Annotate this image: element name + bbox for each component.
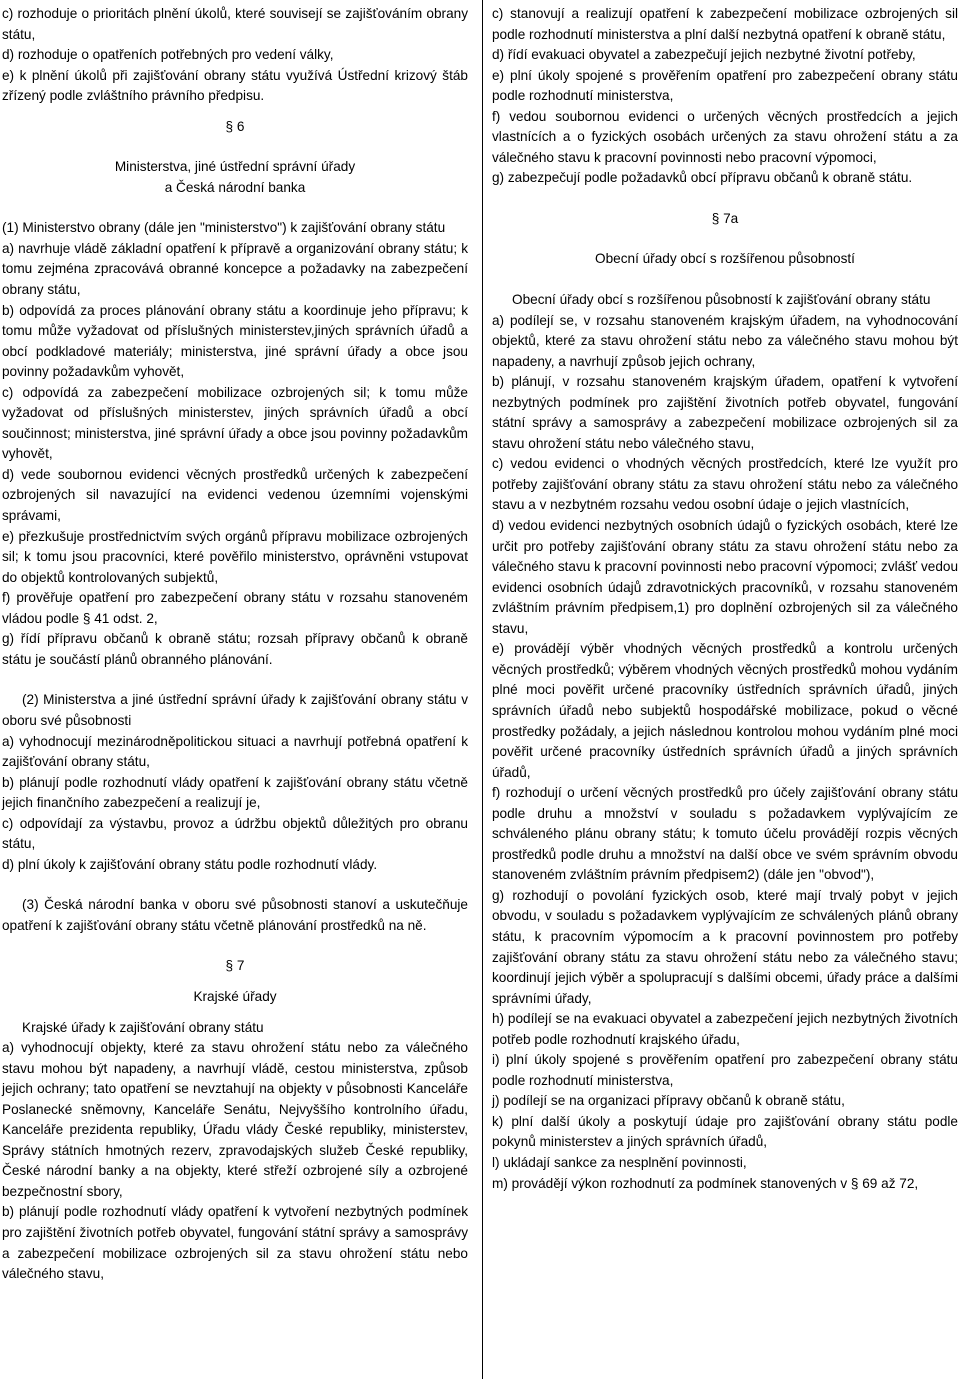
section-6-para2-item-b: b) plánují podle rozhodnutí vlády opatření k zajišťování obrany státu včetně jejich finančního zabezpečení a realizují je, (2, 774, 468, 811)
section-6-title-line1: Ministerstva, jiné ústřední správní úřady (114, 159, 356, 175)
section-7-item-a: a) vyhodnocují objekty, které za stavu ohrožení státu nebo za válečného stavu mohou být napadeny, a navrhují vládě, cestou ministerstva, způsob jejich ochrany; tato opatření se nevztahují na objekty v působnosti Kanceláře Poslanecké sněmovny, Kanceláře Senátu, Nejvyššího kontrolního úřadu, Kanceláře prezidenta republiky, Úřadu vlády České republiky, ministerstev, Správy státních hmotných rezerv, zpravodajských služeb České republiky, České národní banky a na objekty, které střeží ozbrojené síly a ozbrojené bezpečnostní sbory, (2, 1040, 468, 1199)
section-7a-item-l: l) ukládají sankce za nesplnění povinnosti, (492, 1154, 747, 1170)
column-divider (482, 0, 483, 1379)
section-7a-item-g: g) rozhodují o povolání fyzických osob, které mají trvalý pobyt v jejich obvodu, v souladu s požadavkem vyplývajícím ze schválených plánů obrany státu, k pracovním výpomocím a k pracovní povinnostem pro potřeby zajišťování obrany státu za stavu ohrožení státu nebo za válečného stavu; koordinují jejich výběr a spolupracují s dalšími obcemi, úřady práce a dalšími správními úřady, (492, 887, 958, 1006)
section-6-para2-lead: (2) Ministerstva a jiné ústřední správní úřady k zajišťování obrany státu v oboru své působnosti (2, 692, 468, 728)
section-7a-item-e: e) provádějí výběr vhodných věcných prostředků a kontrolu určených věcných prostředků; výběrem vhodných věcných prostředků mohou vydáním plné moci pověřit určené pracovníky ústředních správních úřadů, jiných správních úřadů nebo subjektů hospodářské mobilizace, pokud o věcné prostředky požádaly, a jejich následnou kontrolou mohou vydáním plné moci pověřit určené pracovníky ústředních správních úřadů a jiných správních úřadů, (492, 641, 958, 780)
section-6-para1-item-f: f) prověřuje opatření pro zabezpečení obrany státu v rozsahu stanoveném vládou podle § 41 odst. 2, (2, 590, 468, 626)
section-7-item-e: e) plní úkoly spojené s prověřením opatření pro zabezpečení obrany státu podle rozhodnutí ministerstva, (492, 67, 958, 104)
section-6-para2-item-c: c) odpovídají za výstavbu, provoz a údržbu objektů důležitých pro obranu státu, (2, 815, 468, 852)
left-column (2, 4, 468, 1285)
section-6-para1-lead: (1) Ministerstvo obrany (dále jen "ministerstvo") k zajišťování obrany státu (2, 220, 446, 236)
intro-item-e: e) k plnění úkolů při zajišťování obrany státu využívá Ústřední krizový štáb zřízený podle zvláštního právního předpisu. (2, 67, 468, 104)
section-7-item-b: b) plánují podle rozhodnutí vlády opatření k vytvoření nezbytných podmínek pro zajištění životních potřeb obyvatel, fungování státní správy a samosprávy a zabezpečení mobilizace ozbrojených sil za stavu ohrožení státu nebo válečného stavu, (2, 1204, 468, 1282)
section-7-item-f: f) vedou soubornou evidenci o určených věcných prostředcích a jejich vlastnících a o fyzických osobách určených za stavu ohrožení státu a za válečného stavu k pracovní povinnosti nebo pracovní výpomoci, (492, 108, 958, 165)
section-7-title: Krajské úřady (193, 988, 277, 1004)
section-6-para2-item-a: a) vyhodnocují mezinárodněpolitickou situaci a navrhují potřebná opatření k zajišťování obrany státu, (2, 733, 468, 770)
section-7a-item-j: j) podílejí se na organizaci přípravy občanů k obraně státu, (492, 1093, 845, 1109)
section-7a-item-h: h) podílejí se na evakuaci obyvatel a zabezpečení jejich nezbytných životních potřeb podle rozhodnutí krajského úřadu, (492, 1011, 958, 1047)
section-6-para1-item-d: d) vede soubornou evidenci věcných prostředků určených k zabezpečení ozbrojených sil navazující na evidenci vedenou územními vojenskými správami, (2, 466, 468, 524)
section-7a-item-a: a) podílejí se, v rozsahu stanoveném krajským úřadem, na vyhodnocování objektů, které za stavu ohrožení státu nebo za válečného stavu mohou být napadeny, a navrhují způsob jejich ochrany, (492, 312, 958, 369)
section-7-item-d: d) řídí evakuaci obyvatel a zabezpečují jejich nezbytné životní potřeby, (492, 47, 916, 63)
intro-item-c: c) rozhoduje o prioritách plnění úkolů, které souvisejí se zajišťováním obrany státu, (2, 6, 468, 42)
section-6-para1-item-g: g) řídí přípravu občanů k obraně státu; rozsah přípravy občanů k obraně státu je součástí plánů obranného plánování. (2, 631, 468, 667)
section-6-heading: § 6 (225, 118, 245, 134)
section-6-title-line2: a Česká národní banka (164, 179, 306, 195)
section-7a-heading: § 7a (711, 210, 739, 226)
section-6-para1-item-c: c) odpovídá za zabezpečení mobilizace ozbrojených sil; k tomu může vyžadovat od příslušných ministerstev, jiných správních úřadů a obcí součinnost; ministerstva, jiné správní úřady a obce jsou povinny požadavkům vyhovět, (2, 384, 468, 462)
section-7a-title: Obecní úřady obcí s rozšířenou působností (595, 251, 855, 267)
section-6-para1-item-b: b) odpovídá za proces plánování obrany státu a koordinuje jeho přípravu; k tomu může vyžadovat od příslušných ministerstev,jiných správních úřadů a obcí podkladové materiály; ministerstva, jiné správní úřady a obce jsou povinny požadavkům vyhovět, (2, 302, 468, 380)
section-7a-item-f: f) rozhodují o určení věcných prostředků pro účely zajišťování obrany státu podle druhu a množství v souladu s požadavkem vyplývajícím ze schváleného plánu obrany státu; k tomuto účelu provádějí rozpis věcných prostředků podle druhu a množství na další obce ve svém správním obvodu stanoveném zvláštním právním předpisem2) (dále jen "obvod"), (492, 785, 958, 883)
section-6-para1-item-a: a) navrhuje vládě základní opatření k přípravě a organizování obrany státu; k tomu zejména zpracovává obranné koncepce a požadavky na zabezpečení obrany státu, (2, 240, 468, 298)
section-7a-item-b: b) plánují, v rozsahu stanoveném krajským úřadem, opatření k vytvoření nezbytných podmínek pro zajištění životních potřeb obyvatel, fungování státní správy a samosprávy a zabezpečení mobilizace ozbrojených sil za stavu ohrožení státu nebo válečného stavu, (492, 374, 958, 451)
section-7a-item-k: k) plní další úkoly a poskytují údaje pro zajišťování obrany státu podle pokynů ministerstev a jiných správních úřadů, (492, 1113, 958, 1150)
section-7-item-c: c) stanovují a realizují opatření k zabezpečení mobilizace ozbrojených sil podle rozhodnutí ministerstva a plní další nezbytná opatření k obraně státu, (492, 6, 958, 42)
section-7a-item-i: i) plní úkoly spojené s prověřením opatření pro zabezpečení obrany státu podle rozhodnutí ministerstva, (492, 1052, 958, 1088)
section-7-lead: Krajské úřady k zajišťování obrany státu (22, 1019, 264, 1035)
section-7-heading: § 7 (225, 958, 245, 974)
section-6-para3: (3) Česká národní banka v oboru své působnosti stanoví a uskutečňuje opatření k zajišťování obrany státu včetně plánování prostředků na ně. (2, 897, 468, 933)
right-column (492, 4, 958, 1194)
section-7-item-g: g) zabezpečují podle požadavků obcí přípravu občanů k obraně státu. (492, 170, 913, 186)
section-7a-item-m: m) provádějí výkon rozhodnutí za podmínek stanovených v § 69 až 72, (492, 1175, 919, 1191)
section-7a-item-d: d) vedou evidenci nezbytných osobních údajů o fyzických osobách, které lze určit pro potřeby zajišťování obrany státu za stavu ohrožení státu nebo za válečného stavu k pracovní povinnosti nebo pracovní výpomoci; zvlášť vedou evidenci osobních údajů zdravotnických pracovníků, v rozsahu stanoveném zvláštním právním předpisem,1) pro doplnění ozbrojených sil za válečného stavu, (492, 518, 958, 636)
section-7a-lead: Obecní úřady obcí s rozšířenou působností k zajišťování obrany státu (512, 292, 931, 308)
intro-item-d: d) rozhoduje o opatřeních potřebných pro vedení války, (2, 47, 334, 63)
section-7a-item-c: c) vedou evidenci o vhodných věcných prostředcích, které lze využít pro potřeby zajišťování obrany státu za stavu ohrožení státu nebo za válečného stavu a v nezbytném rozsahu vedou osobní údaje o jejich vlastnících, (492, 456, 958, 513)
section-6-para1-item-e: e) přezkušuje prostřednictvím svých orgánů přípravu mobilizace ozbrojených sil; k tomu jsou pracovníci, které pověřilo ministerstvo, oprávněni vstupovat do objektů kontrolovaných subjektů, (2, 528, 468, 585)
section-6-para2-item-d: d) plní úkoly k zajišťování obrany státu podle rozhodnutí vlády. (2, 856, 378, 872)
